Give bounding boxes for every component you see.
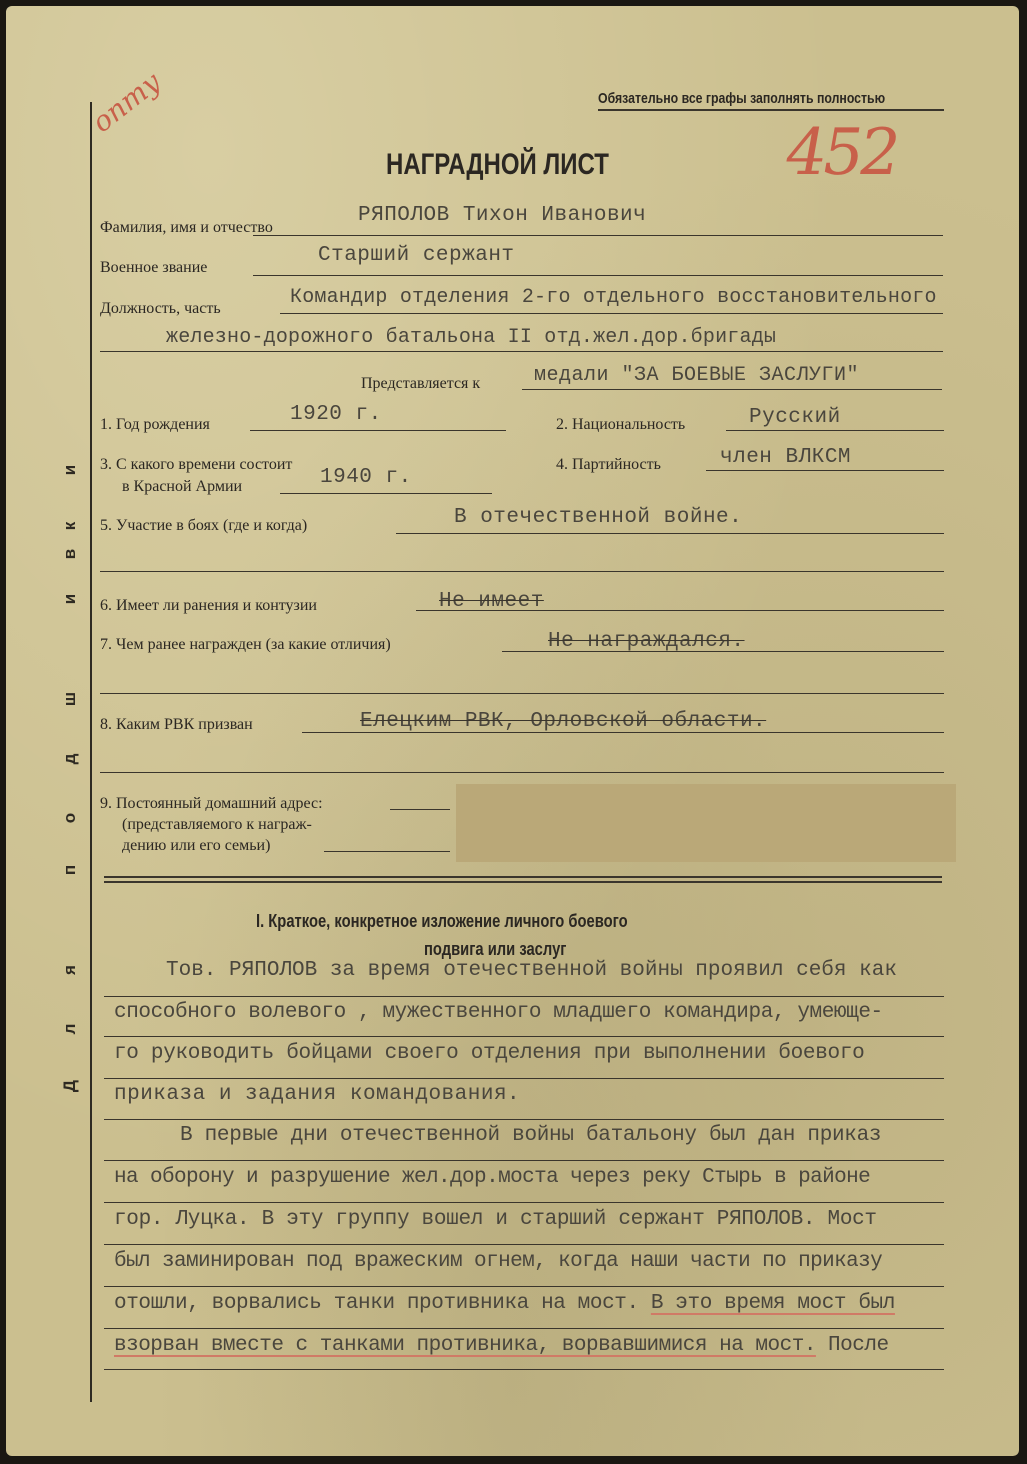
section-heading-line2: подвига или заслуг: [424, 939, 567, 959]
party-value: член ВЛКСМ: [720, 446, 852, 469]
binding-letter: Д: [60, 1079, 79, 1093]
narrative-rule: [104, 1078, 944, 1079]
address-label-line2: (представляемого к награж-: [122, 816, 312, 833]
binding-letter: и: [60, 464, 79, 476]
handwritten-annotation: опту: [85, 65, 168, 139]
narrative-line: на оборону и разрушение жел.дор.моста через реку Стырь в районе: [114, 1166, 871, 1189]
narrative-line: способного волевого , мужественного младшего командира, умеюще-: [114, 1001, 883, 1024]
wounds-value: Не имеет: [439, 590, 544, 613]
binding-letter: д: [60, 753, 79, 765]
rank-label: Военное звание: [100, 259, 208, 276]
prior-awards-label: 7. Чем ранее награжден (за какие отличия): [100, 636, 391, 653]
battles-label: 5. Участие в боях (где и когда): [100, 517, 308, 534]
narrative-line: го руководить бойцами своего отделения при выполнении боевого: [114, 1042, 865, 1065]
birth-year-label: 1. Год рождения: [100, 416, 210, 433]
page-title: НАГРАДНОЙ ЛИСТ: [386, 148, 609, 181]
position-line1: [280, 313, 943, 314]
address-label-line1: 9. Постоянный домашний адрес:: [100, 795, 323, 812]
binding-letter: и: [60, 593, 79, 605]
award-line: [522, 389, 942, 390]
nationality-value: Русский: [749, 406, 841, 429]
binding-letter: ш: [60, 691, 79, 707]
position-value-line2: железно-дорожного батальона II отд.жел.дор.бригады: [166, 326, 777, 349]
binding-letter: к: [60, 521, 79, 531]
draft-office-line: [302, 732, 944, 733]
battles-value: В отечественной войне.: [454, 506, 743, 529]
prior-awards-line: [502, 651, 944, 652]
narrative-line: Тов. РЯПОЛОВ за время отечественной войны проявил себя как: [166, 959, 897, 982]
name-value: РЯПОЛОВ Тихон Иванович: [358, 204, 647, 227]
narrative-underlined-text: В это время мост был: [650, 1292, 895, 1315]
battles-line: [396, 533, 944, 534]
rank-line: [253, 275, 943, 276]
binding-margin-line: [90, 102, 92, 1402]
instruction-underline: [598, 109, 944, 111]
draft-office-line2: [100, 772, 944, 773]
narrative-line: приказа и задания командования.: [114, 1083, 521, 1106]
address-line2: [324, 851, 450, 852]
narrative-underlined-text: взорван вместе с танками противника, ворвавшимися на мост.: [114, 1334, 816, 1357]
army-since-value: 1940 г.: [320, 466, 412, 489]
section-divider-bottom: [104, 881, 942, 883]
prior-awards-line2: [100, 693, 944, 694]
narrative-line: [114, 1292, 895, 1315]
narrative-rule: [104, 1036, 944, 1037]
binding-letter: п: [60, 864, 79, 876]
award-value: медали "ЗА БОЕВЫЕ ЗАСЛУГИ": [534, 364, 860, 387]
narrative-rule: [104, 1119, 944, 1120]
address-label-line3: дению или его семьи): [122, 837, 271, 854]
name-line: [253, 235, 943, 236]
narrative-rule: [104, 1244, 944, 1245]
narrative-line: В первые дни отечественной войны батальону был дан приказ: [180, 1124, 882, 1147]
draft-office-label: 8. Каким РВК призван: [100, 716, 253, 733]
birth-year-value: 1920 г.: [290, 403, 382, 426]
birth-year-line: [250, 430, 506, 431]
narrative-rule: [104, 1369, 944, 1370]
nationality-line: [726, 430, 944, 431]
redacted-address-area: [456, 784, 956, 862]
vertical-binding-label: [50, 436, 90, 1116]
party-line: [706, 470, 944, 471]
narrative-rule: [104, 1160, 944, 1161]
nationality-label: 2. Национальность: [556, 416, 686, 433]
name-label: Фамилия, имя и отчество: [100, 219, 273, 236]
wounds-line: [416, 610, 944, 611]
draft-office-value: Елецким РВК, Орловской области.: [360, 710, 767, 733]
award-label: Представляется к: [361, 375, 481, 392]
army-since-label-line1: 3. С какого времени состоит: [100, 456, 293, 473]
binding-letter: о: [60, 812, 79, 824]
narrative-rule: [104, 996, 944, 997]
army-since-label-line2: в Красной Армии: [122, 478, 243, 495]
section-divider-top: [104, 876, 942, 878]
army-since-line: [280, 493, 492, 494]
narrative-rule: [104, 1202, 944, 1203]
wounds-label: 6. Имеет ли ранения и контузии: [100, 597, 317, 614]
binding-letter: л: [60, 1023, 79, 1035]
narrative-text: отошли, ворвались танки противника на мост.: [114, 1292, 639, 1315]
narrative-line: был заминирован под вражеским огнем, когда наши части по приказу: [114, 1250, 883, 1273]
position-value-line1: Командир отделения 2-го отдельного восстановительного: [290, 286, 937, 309]
narrative-rule: [104, 1328, 944, 1329]
narrative-line: [114, 1334, 889, 1357]
handwritten-number: 452: [779, 116, 903, 190]
narrative-rule: [104, 1286, 944, 1287]
prior-awards-value: Не награждался.: [548, 630, 745, 653]
binding-letter: в: [60, 548, 79, 560]
party-label: 4. Партийность: [556, 456, 661, 473]
rank-value: Старший сержант: [318, 244, 515, 267]
narrative-line: гор. Луцка. В эту группу вошел и старший сержант РЯПОЛОВ. Мост: [114, 1208, 877, 1231]
battles-line2: [100, 571, 944, 572]
narrative-text: После: [828, 1334, 889, 1357]
instruction-text: Обязательно все графы заполнять полностью: [598, 90, 886, 107]
position-line2: [100, 351, 943, 352]
binding-letter: я: [60, 965, 79, 975]
address-line1: [390, 809, 450, 810]
section-heading-line1: I. Краткое, конкретное изложение личного боевого: [256, 911, 628, 931]
position-label: Должность, часть: [100, 300, 221, 317]
award-sheet-page: [6, 6, 1019, 1456]
